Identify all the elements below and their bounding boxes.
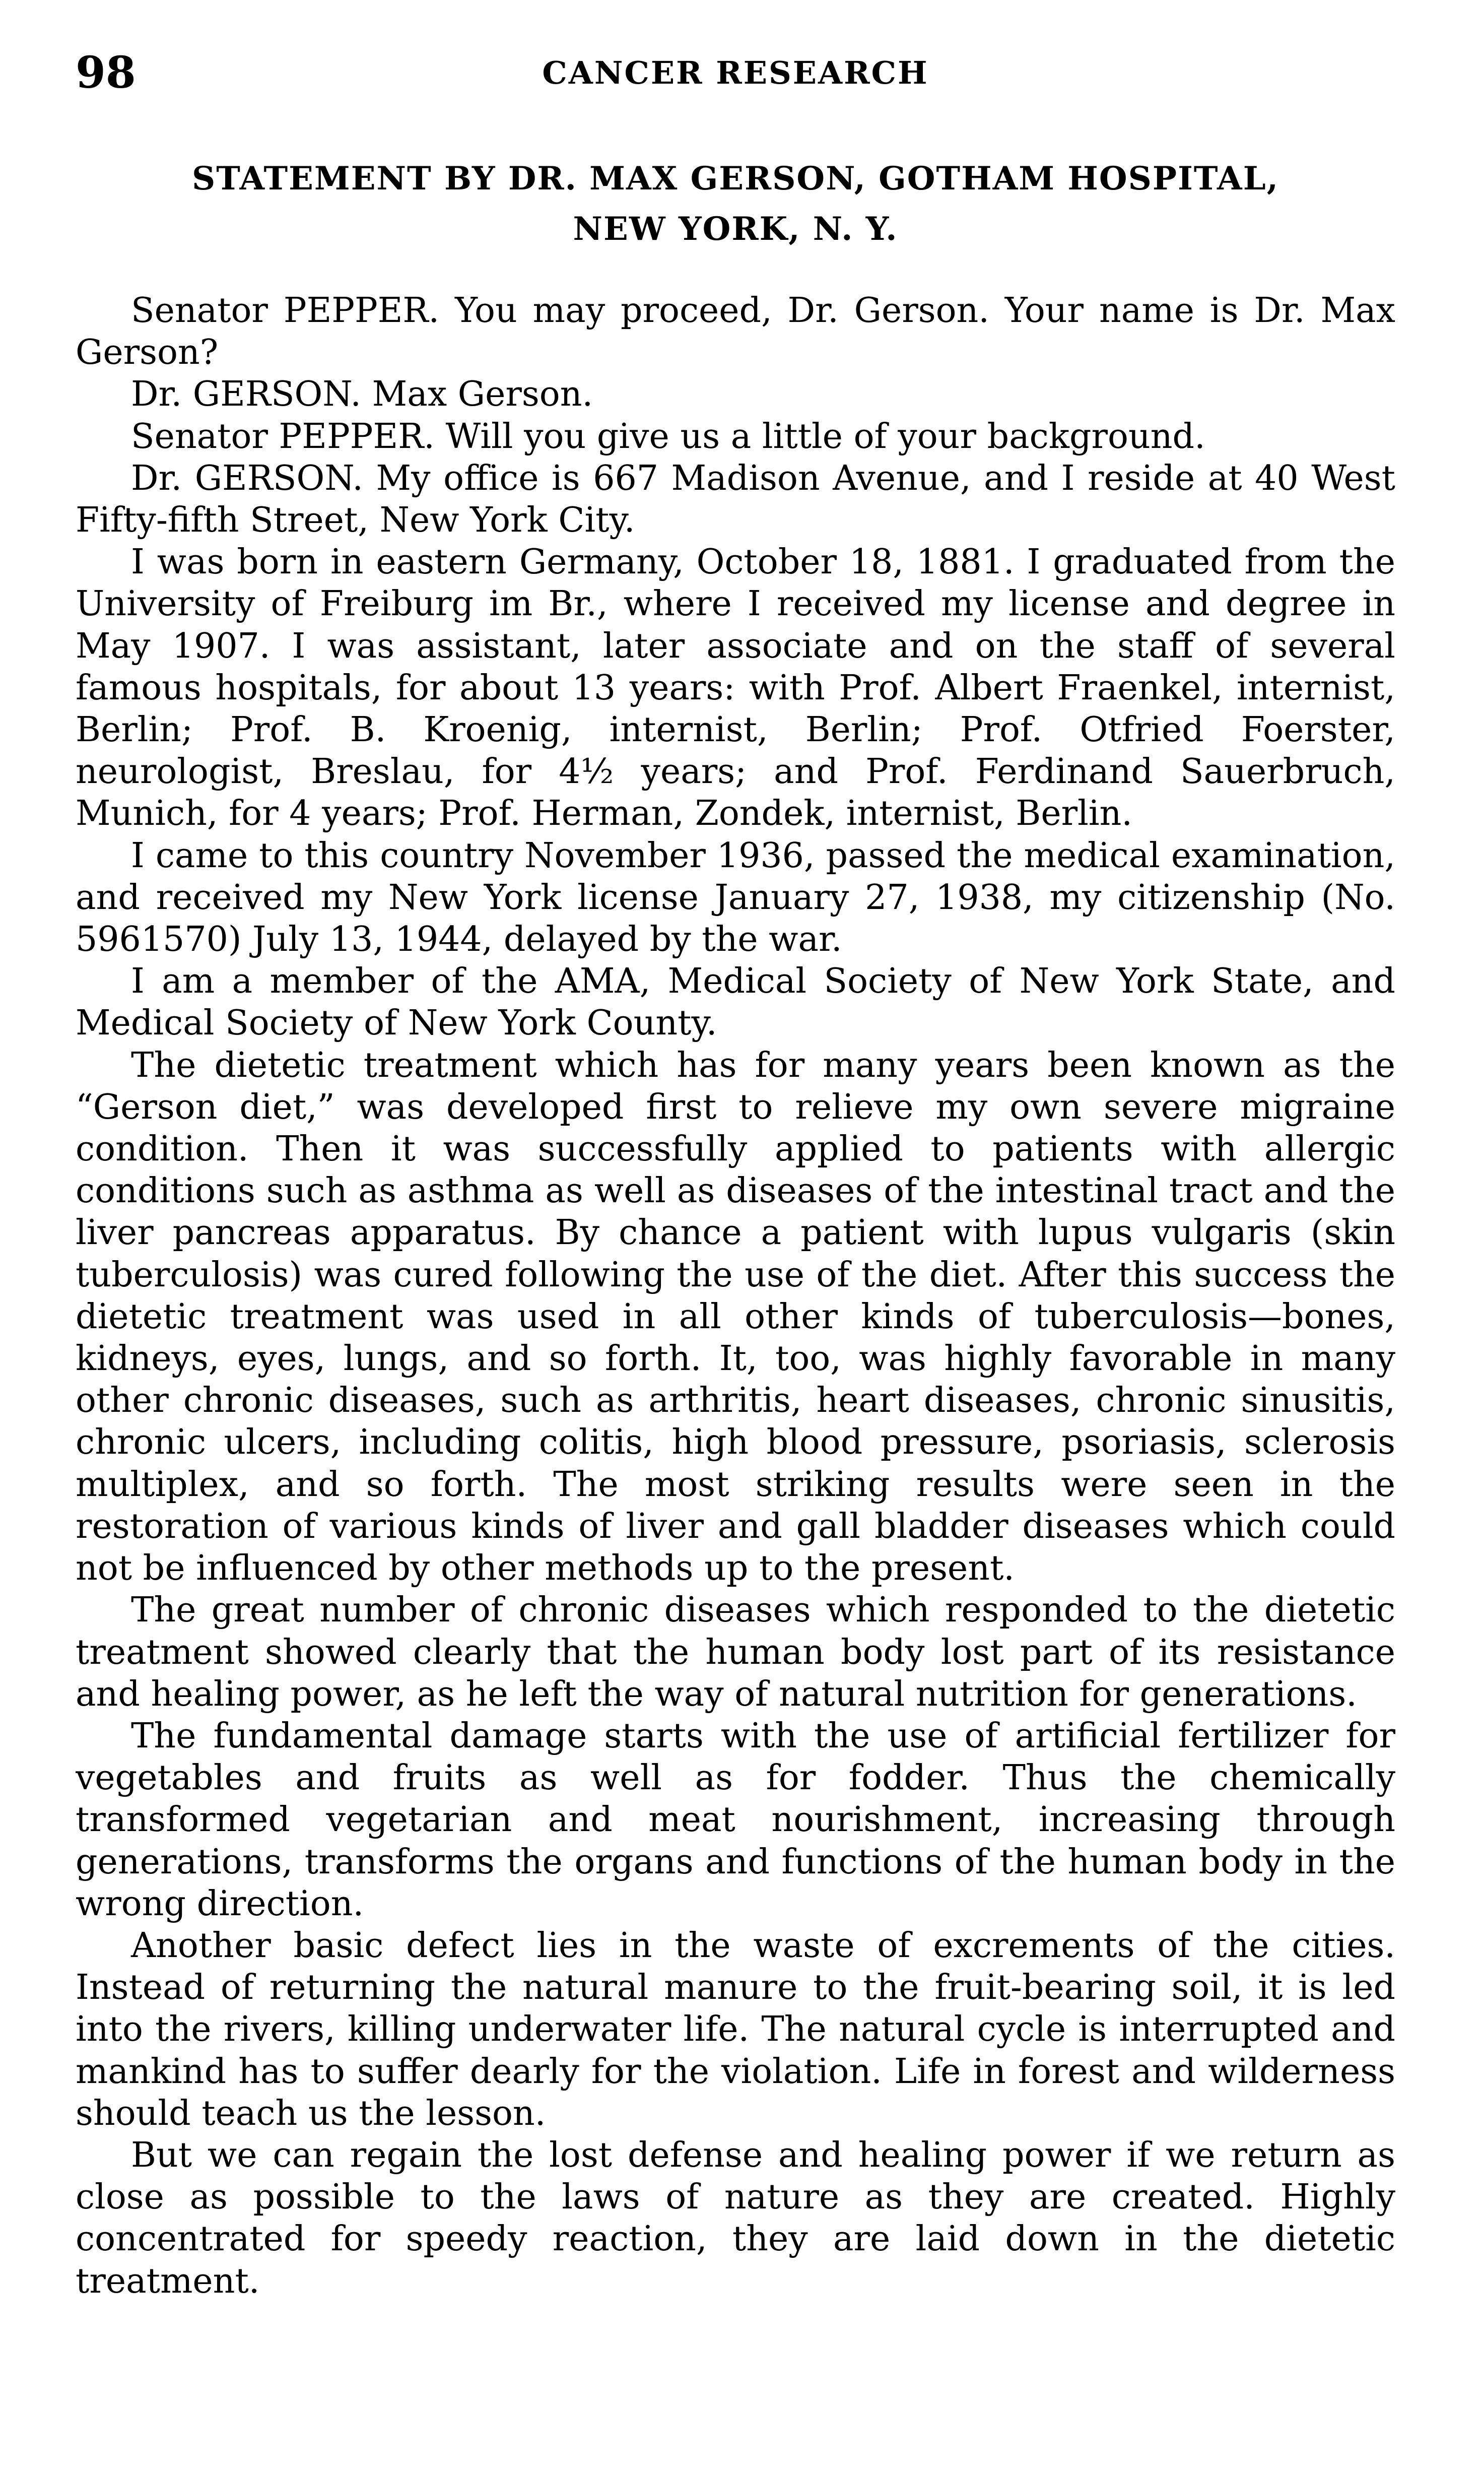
paragraph-memberships: I am a member of the AMA, Medical Society of New York State, and Medical Society of New York County. [76, 961, 1395, 1044]
speaker-label: Senator PEPPER. [131, 416, 435, 457]
speech-text: Max Gerson. [372, 374, 593, 415]
page-number: 98 [76, 48, 136, 98]
exchange-3 [76, 416, 1395, 458]
speaker-label: Dr. GERSON. [131, 458, 363, 498]
exchange-4 [76, 458, 1395, 541]
speech-text: Will you give us a little of your background. [445, 416, 1205, 457]
paragraph-excrements: Another basic defect lies in the waste of excrements of the cities. Instead of returning the natural manure to the fruit-bearing soil, it is led into the rivers, killing underwater life. The natural cycle is interrupted and mankind has to suffer dearly for the violation. Life in forest and wilderness should teach us the lesson. [76, 1925, 1395, 2133]
exchange-2 [76, 373, 1395, 415]
paragraph-fertilizer: The fundamental damage starts with the use of artificial fertilizer for vegetables and fruits as well as for fodder. Thus the chemically transformed vegetarian and meat nourishment, increasing through generations, transforms the organs and functions of the human body in the wrong direction. [76, 1716, 1395, 1924]
paragraph-dietetic-treatment: The dietetic treatment which has for many years been known as the “Gerson diet,” was developed first to relieve my own severe migraine condition. Then it was successfully applied to patients with allergic conditions such as asthma as well as diseases of the intestinal tract and the liver pancreas apparatus. By chance a patient with lupus vulgaris (skin tuberculosis) was cured following the use of the diet. After this success the dietetic treatment was used in all other kinds of tuberculosis—bones, kidneys, eyes, lungs, and so forth. It, too, was highly favorable in many other chronic diseases, such as arthritis, heart diseases, chronic sinusitis, chronic ulcers, including colitis, high blood pressure, psoriasis, sclerosis multiplex, and so forth. The most striking results were seen in the restoration of various kinds of liver and gall bladder diseases which could not be influenced by other methods up to the present. [76, 1045, 1395, 1589]
document-page [76, 48, 1395, 2416]
paragraph-chronic-diseases: The great number of chronic diseases which responded to the dietetic treatment showed clearly that the human body lost part of its resistance and healing power, as he left the way of natural nutrition for generations. [76, 1590, 1395, 1714]
statement-body [76, 290, 1395, 2302]
speech-text: My office is 667 Madison Avenue, and I reside at 40 West Fifty-fifth Street, New York City. [76, 458, 1395, 541]
running-header [76, 48, 1395, 103]
heading-line-1: STATEMENT BY DR. MAX GERSON, GOTHAM HOSPITAL, [192, 160, 1279, 198]
paragraph-immigration: I came to this country November 1936, passed the medical examination, and received my New York license January 27, 1938, my citizenship (No. 5961570) July 13, 1944, delayed by the war. [76, 835, 1395, 960]
heading-line-2: NEW YORK, N. Y. [573, 210, 898, 248]
paragraph-regain-defense: But we can regain the lost defense and healing power if we return as close as possible to the laws of nature as they are created. Highly concentrated for speedy reaction, they are laid down in the dietetic treatment. [76, 2135, 1395, 2301]
speech-text: You may proceed, Dr. Gerson. Your name is Dr. Max Gerson? [76, 291, 1395, 373]
exchange-1 [76, 290, 1395, 373]
speaker-label: Senator PEPPER. [131, 291, 440, 331]
running-title: CANCER RESEARCH [542, 54, 929, 91]
paragraph-background: I was born in eastern Germany, October 18, 1881. I graduated from the University of Freiburg im Br., where I received my license and degree in May 1907. I was assistant, later associate and on the staff of several famous hospitals, for about 13 years: with Prof. Albert Fraenkel, internist, Berlin; Prof. B. Kroenig, internist, Berlin; Prof. Otfried Foerster, neurologist, Breslau, for 4½ years; and Prof. Ferdinand Sauerbruch, Munich, for 4 years; Prof. Herman, Zondek, internist, Berlin. [76, 542, 1395, 834]
statement-heading [76, 154, 1395, 254]
speaker-label: Dr. GERSON. [131, 374, 362, 415]
